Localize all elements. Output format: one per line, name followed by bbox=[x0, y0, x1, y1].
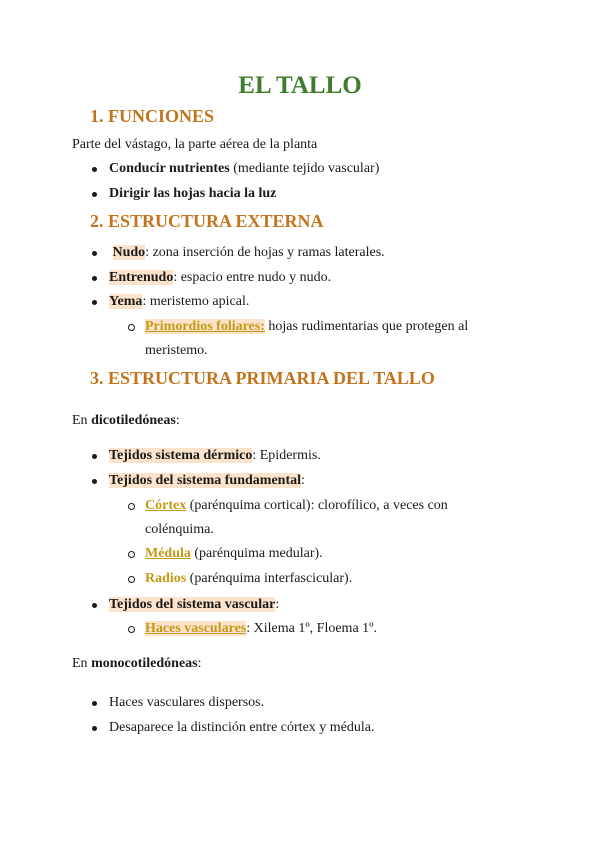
list-item bbox=[145, 497, 448, 515]
intro-text: Parte del vástago, la parte aérea de la planta bbox=[72, 137, 318, 152]
list-item bbox=[145, 318, 468, 336]
heading-estructura-primaria: 3. ESTRUCTURA PRIMARIA DEL TALLO bbox=[90, 368, 435, 388]
monocot-label bbox=[72, 655, 202, 673]
circle-bullet-icon bbox=[128, 576, 135, 583]
list-item: Desaparece la distinción entre córtex y médula. bbox=[109, 720, 375, 735]
term-link[interactable]: Primordios foliares: bbox=[145, 319, 265, 334]
list-item bbox=[109, 185, 276, 203]
term-link[interactable]: Haces vasculares bbox=[145, 621, 247, 636]
item-rest: (mediante tejido vascular) bbox=[229, 161, 380, 176]
circle-bullet-icon bbox=[128, 503, 135, 510]
term-link[interactable]: Córtex bbox=[145, 498, 187, 513]
item-bold: Dirigir las hojas hacia la luz bbox=[109, 186, 277, 201]
bullet-icon bbox=[92, 192, 97, 197]
dicot-label bbox=[72, 412, 180, 430]
monocot-term: monocotiledóneas bbox=[91, 656, 198, 671]
item-rest: : bbox=[301, 473, 305, 488]
list-item bbox=[145, 545, 323, 563]
term-label: Radios bbox=[145, 571, 187, 586]
circle-bullet-icon bbox=[128, 324, 135, 331]
list-item bbox=[109, 447, 321, 465]
list-item bbox=[145, 620, 377, 638]
bullet-icon bbox=[92, 251, 97, 256]
item-continuation: meristemo. bbox=[145, 343, 208, 358]
item-rest: : Xilema 1º, Floema 1º. bbox=[246, 621, 378, 636]
term-highlight: Tejidos sistema dérmico bbox=[109, 448, 253, 463]
page-title: EL TALLO bbox=[238, 72, 362, 99]
term-link[interactable]: Médula bbox=[145, 546, 191, 561]
term-highlight: Yema bbox=[109, 294, 143, 309]
item-rest: : zona inserción de hojas y ramas laterales. bbox=[145, 245, 385, 260]
bullet-icon bbox=[92, 479, 97, 484]
circle-bullet-icon bbox=[128, 551, 135, 558]
item-rest: : Epidermis. bbox=[252, 448, 321, 463]
bullet-icon bbox=[92, 300, 97, 305]
bullet-icon bbox=[92, 603, 97, 608]
term-highlight: Tejidos del sistema fundamental bbox=[109, 473, 302, 488]
bullet-icon bbox=[92, 701, 97, 706]
list-item: Haces vasculares dispersos. bbox=[109, 695, 265, 710]
item-rest: : espacio entre nudo y nudo. bbox=[173, 270, 332, 285]
list-item bbox=[145, 570, 352, 588]
list-item bbox=[109, 472, 305, 490]
term-highlight: Nudo bbox=[112, 245, 146, 260]
heading-estructura-externa: 2. ESTRUCTURA EXTERNA bbox=[90, 211, 324, 231]
dicot-suffix: : bbox=[175, 413, 180, 428]
circle-bullet-icon bbox=[128, 626, 135, 633]
list-item bbox=[109, 293, 249, 311]
item-rest: (parénquima interfascicular). bbox=[186, 571, 353, 586]
list-item bbox=[109, 244, 385, 262]
item-rest: hojas rudimentarias que protegen al bbox=[264, 319, 469, 334]
item-continuation: colénquima. bbox=[145, 522, 214, 537]
bullet-icon bbox=[92, 454, 97, 459]
list-item bbox=[109, 269, 331, 287]
dicot-term: dicotiledóneas bbox=[91, 413, 176, 428]
term-highlight: Tejidos del sistema vascular bbox=[109, 597, 276, 612]
list-item bbox=[109, 596, 279, 614]
item-bold: Conducir nutrientes bbox=[109, 161, 230, 176]
term-highlight: Entrenudo bbox=[109, 270, 174, 285]
item-rest: : bbox=[275, 597, 280, 612]
bullet-icon bbox=[92, 726, 97, 731]
dicot-prefix: En bbox=[72, 413, 92, 428]
item-rest: : meristemo apical. bbox=[142, 294, 250, 309]
monocot-suffix: : bbox=[197, 656, 202, 671]
heading-funciones: 1. FUNCIONES bbox=[90, 106, 215, 126]
list-item bbox=[109, 160, 379, 178]
bullet-icon bbox=[92, 276, 97, 281]
bullet-icon bbox=[92, 167, 97, 172]
monocot-prefix: En bbox=[72, 656, 92, 671]
item-rest: (parénquima cortical): clorofílico, a veces con bbox=[186, 498, 448, 513]
item-rest: (parénquima medular). bbox=[190, 546, 323, 561]
